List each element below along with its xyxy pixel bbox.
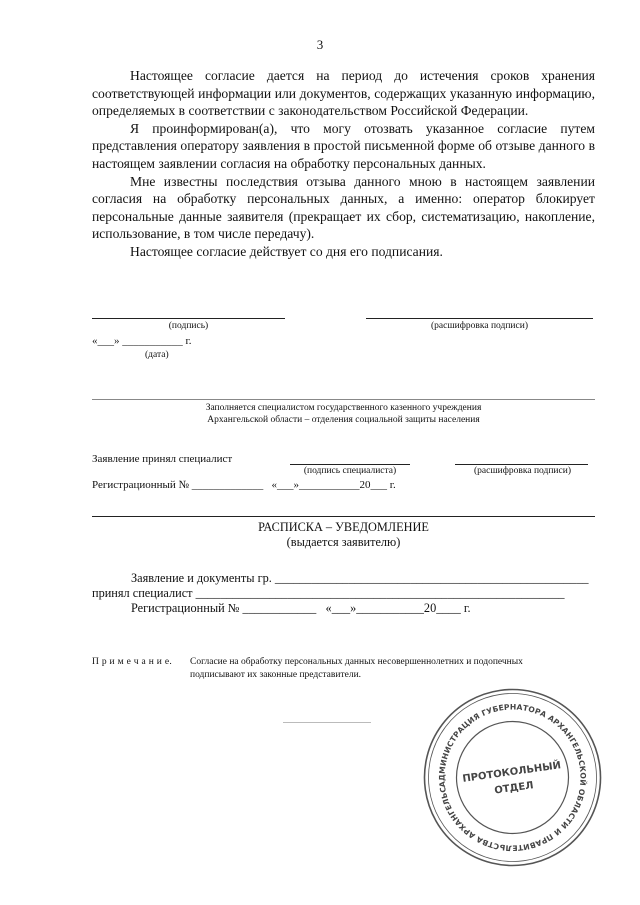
paragraph-effective: Настоящее согласие действует со дня его подписания. (130, 243, 443, 259)
page-number: 3 (316, 37, 324, 52)
receipt-line-applicant: Заявление и документы гр. ___________________________________________________ (131, 571, 589, 585)
stamp-ring-text: АДМИНИСТРАЦИЯ ГУБЕРНАТОРА АРХАНГЕЛЬСКОЙ ОБЛАСТИ И ПРАВИТЕЛЬСТВА АРХАНГЕЛЬСКОЙ (437, 702, 588, 853)
specialist-note-line1: Заполняется специалистом государственного казенного учреждения (205, 403, 482, 413)
specialist-note-line2: Архангельской области – отделения социальной защиты населения (207, 415, 480, 425)
section-divider (92, 399, 595, 400)
signature-caption: (подпись) (168, 321, 209, 331)
specialist-decode-caption: (расшифровка подписи) (474, 466, 571, 476)
protocol-department-stamp (420, 685, 605, 870)
faint-rule (283, 722, 371, 723)
paragraph-revoke: Я проинформирован(а), что могу отозвать указанное согласие путем представления оператору заявления в простой письменной форме об отзыве данного в настоящем заявлении согласия на обработку персональных данных. (92, 120, 595, 171)
signature-line (92, 318, 285, 319)
accepted-by-label: Заявление принял специалист (92, 453, 233, 465)
note-label: П р и м е ч а н и е. (92, 657, 173, 667)
decode-caption: (расшифровка подписи) (431, 321, 528, 331)
stamp-center-line2: ОТДЕЛ (493, 780, 535, 797)
specialist-registration-line: Регистрационный № _____________ «___»___________20___ г. (92, 479, 396, 491)
receipt-divider (92, 516, 595, 517)
note-line1: Согласие на обработку персональных данных несовершеннолетних и подопечных (190, 657, 523, 667)
receipt-line-specialist: принял специалист ____________________________________________________________ (92, 586, 565, 600)
receipt-subtitle: (выдается заявителю) (286, 535, 401, 549)
receipt-title: РАСПИСКА – УВЕДОМЛЕНИЕ (258, 520, 429, 534)
receipt-registration-line: Регистрационный № ____________ «___»___________20____ г. (131, 601, 471, 615)
signature-decode-line (366, 318, 593, 319)
specialist-signature-caption: (подпись специалиста) (303, 466, 397, 476)
date-caption: (дата) (145, 350, 169, 360)
note-line2: подписывают их законные представители. (190, 670, 362, 680)
date-line: «___» ___________ г. (92, 335, 192, 347)
paragraph-period: Настоящее согласие дается на период до истечения сроков хранения соответствующей информации или документов, содержащих указанную информацию, определяемых в соответствии с законодательством Российской Федерации. (92, 68, 595, 119)
specialist-signature-line (290, 464, 410, 465)
specialist-decode-line (455, 464, 588, 465)
paragraph-consequences: Мне известны последствия отзыва данного мною в настоящем заявлении согласия на обработку персональных данных, а именно: оператор блокирует персональные данные заявителя (прекращает их сбор, систематизацию, накопление, использование, в том числе передачу). (92, 173, 595, 242)
consent-text (92, 67, 595, 261)
stamp-center-line1: ПРОТОКОЛЬНЫЙ (461, 760, 562, 785)
